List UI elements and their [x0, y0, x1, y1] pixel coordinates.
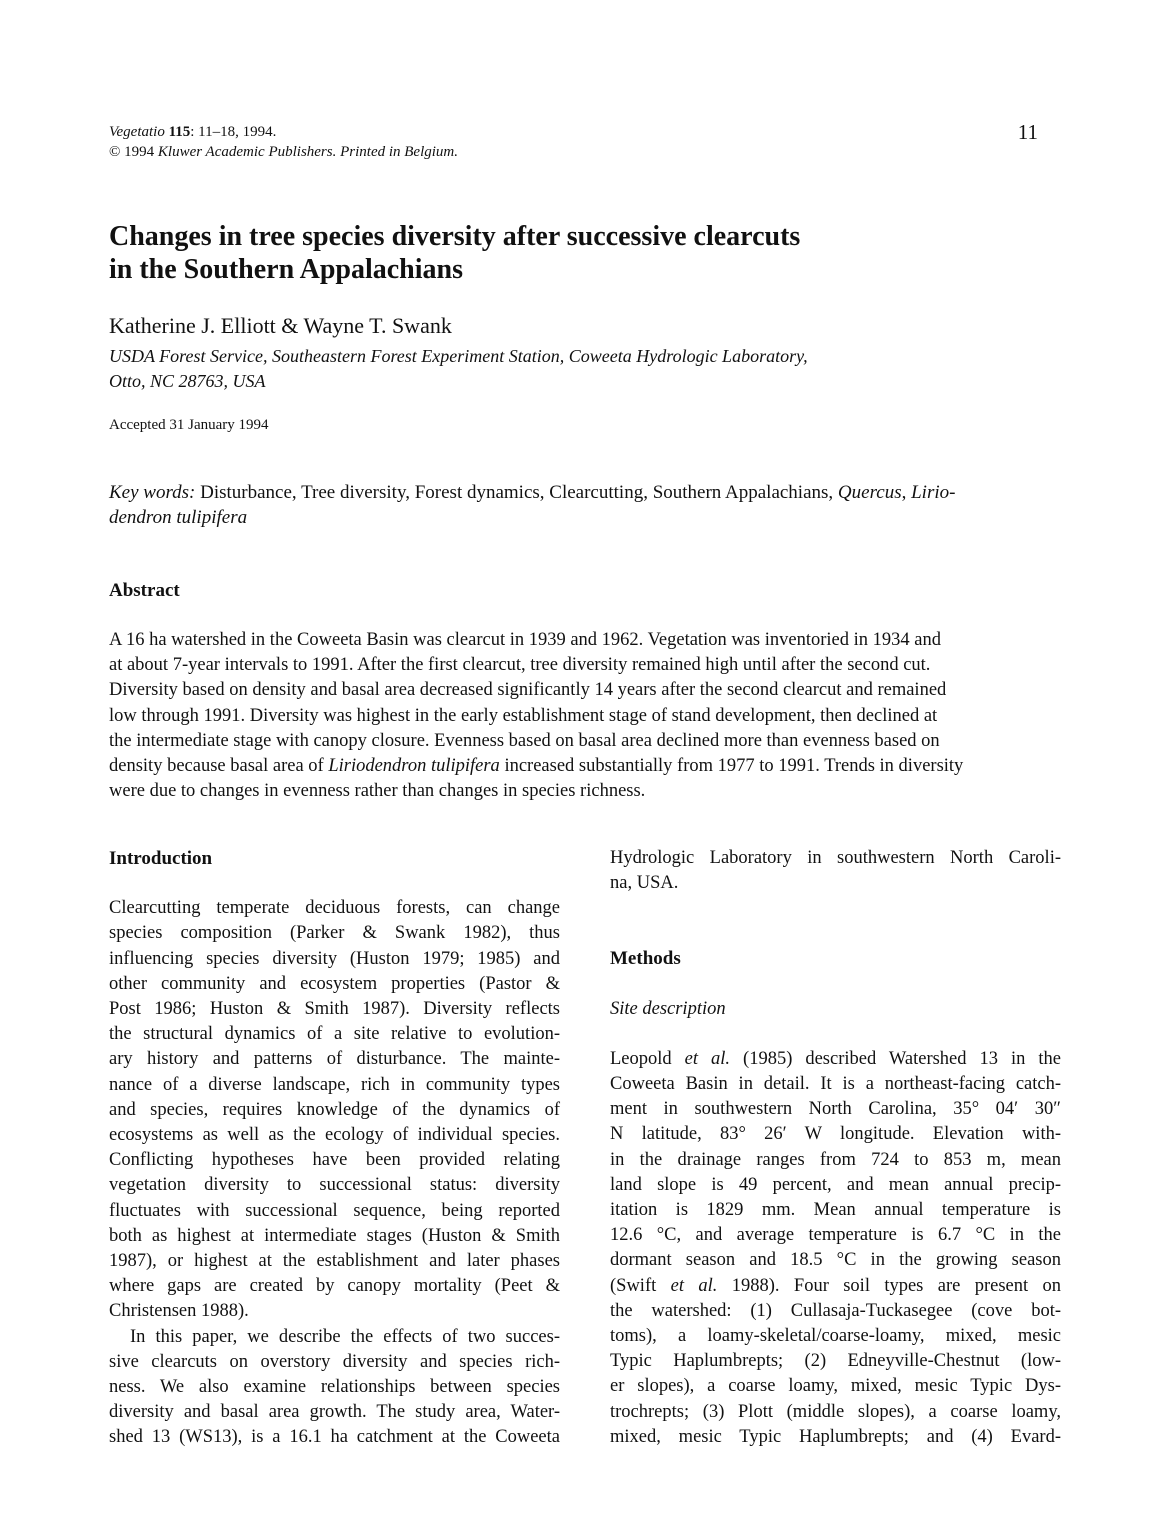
text-line: where gaps are created by canopy mortality (Peet & — [109, 1276, 560, 1297]
text-line: Hydrologic Laboratory in southwestern North Caroli- — [610, 848, 1061, 868]
site-description-heading: Site description — [610, 998, 726, 1019]
text-line: ary history and patterns of disturbance. The mainte- — [109, 1049, 560, 1070]
keywords-separator: , — [901, 482, 912, 503]
text-line — [610, 1274, 1061, 1299]
text-line: Post 1986; Huston & Smith 1987). Diversity reflects — [109, 999, 560, 1020]
text-line: nance of a diverse landscape, rich in community types — [109, 1074, 560, 1095]
introduction-paragraph-2 — [109, 1325, 560, 1451]
text-line: 1987), or highest at the establishment and later phases — [109, 1251, 560, 1272]
keyword-quercus: Quercus — [837, 482, 902, 503]
text-line: N latitude, 83° 26′ W longitude. Elevation with- — [610, 1124, 1061, 1145]
keywords-line-1 — [109, 480, 1039, 505]
author-list: Katherine J. Elliott & Wayne T. Swank — [109, 313, 452, 338]
text-line: dormant season and 18.5 °C in the growing season — [610, 1250, 1061, 1271]
text-line: trochrepts; (3) Plott (middle slopes), a coarse loamy, — [610, 1401, 1061, 1422]
journal-name: Vegetatio — [109, 124, 165, 140]
text-run: (1985) described Watershed 13 in the — [730, 1048, 1061, 1069]
text-line: vegetation diversity to successional status: diversity — [109, 1175, 560, 1196]
citation-et-al: et al. — [670, 1275, 718, 1296]
text-line: sive clearcuts on overstory diversity and species rich- — [109, 1351, 560, 1372]
text-line: 12.6 °C, and average temperature is 6.7 °C in the — [610, 1225, 1061, 1246]
text-run: Leopold — [610, 1048, 685, 1069]
abstract-line: Diversity based on density and basal area decreased significantly 14 years after the second clearcut and remained — [109, 680, 947, 701]
text-line: species composition (Parker & Swank 1982), thus — [109, 923, 560, 944]
text-line: ecosystems as well as the ecology of individual species. — [109, 1125, 560, 1146]
spacer — [610, 896, 1061, 946]
keywords — [109, 480, 1039, 530]
text-line: na, USA. — [610, 873, 679, 894]
page-number: 11 — [1017, 120, 1038, 144]
species-name: Liriodendron tulipifera — [328, 756, 500, 777]
text-line: mixed, mesic Typic Haplumbrepts; and (4) Evard- — [610, 1426, 1061, 1447]
introduction-paragraph-1 — [109, 896, 560, 1324]
text-line: diversity and basal area growth. The study area, Water- — [109, 1402, 560, 1423]
keywords-label: Key words: — [109, 482, 196, 503]
text-line: Coweeta Basin in detail. It is a northeast-facing catch- — [610, 1074, 1061, 1095]
text-line: influencing species diversity (Huston 1979; 1985) and — [109, 948, 560, 969]
copyright-year: 1994 — [120, 144, 158, 160]
abstract-body — [109, 628, 1039, 804]
text-line: the structural dynamics of a site relative to evolution- — [109, 1024, 560, 1045]
text-line: itation is 1829 mm. Mean annual temperature is — [610, 1200, 1061, 1221]
right-column — [610, 846, 1061, 1450]
introduction-continuation — [610, 846, 1061, 896]
text-line: er slopes), a coarse loamy, mixed, mesic Typic Dys- — [610, 1376, 1061, 1397]
text-line: other community and ecosystem properties (Pastor & — [109, 973, 560, 994]
text-line — [610, 1047, 1061, 1072]
text-line: ment in southwestern North Carolina, 35° 04′ 30″ — [610, 1099, 1061, 1120]
abstract-line: were due to changes in evenness rather than changes in species richness. — [109, 781, 646, 802]
abstract-text: density because basal area of — [109, 756, 329, 777]
title-line-1: Changes in tree species diversity after successive clearcuts — [109, 221, 801, 252]
text-line: shed 13 (WS13), is a 16.1 ha catchment at the Coweeta — [109, 1427, 560, 1448]
citation-line — [109, 122, 458, 142]
introduction-heading: Introduction — [109, 848, 213, 869]
left-column — [109, 846, 560, 1451]
text-line: Typic Haplumbrepts; (2) Edneyville-Chestnut (low- — [610, 1351, 1061, 1372]
accepted-date: Accepted 31 January 1994 — [109, 417, 269, 433]
affiliation-line-2: Otto, NC 28763, USA — [109, 371, 266, 391]
text-line: and species, requires knowledge of the dynamics of — [109, 1099, 560, 1120]
copyright-line — [109, 142, 458, 162]
abstract-line: the intermediate stage with canopy closure. Evenness based on basal area declined more than evenness based on — [109, 730, 940, 751]
copyright-symbol: © — [109, 144, 121, 160]
text-line: Clearcutting temperate deciduous forests, can change — [109, 898, 560, 919]
citation-et-al: et al. — [684, 1048, 731, 1069]
text-line: Conflicting hypotheses have been provided relating — [109, 1150, 560, 1171]
text-line: toms), a loamy-skeletal/coarse-loamy, mixed, mesic — [610, 1326, 1061, 1347]
affiliation-line-1: USDA Forest Service, Southeastern Forest Experiment Station, Coweeta Hydrologic Laboratory, — [109, 346, 808, 366]
text-line: In this paper, we describe the effects of two succes- — [130, 1326, 560, 1347]
text-line: land slope is 49 percent, and mean annual precip- — [610, 1174, 1061, 1195]
keywords-text: Disturbance, Tree diversity, Forest dynamics, Clearcutting, Southern Appalachians, — [195, 482, 838, 503]
text-line: Christensen 1988). — [109, 1301, 249, 1322]
text-line: the watershed: (1) Cullasaja-Tuckasegee (cove bot- — [610, 1300, 1061, 1321]
text-line: in the drainage ranges from 724 to 853 m, mean — [610, 1149, 1061, 1170]
abstract-line — [109, 754, 1039, 779]
abstract-line: low through 1991. Diversity was highest in the early establishment stage of stand development, then declined at — [109, 705, 938, 726]
keyword-liriodendron-part1: Lirio- — [911, 482, 956, 503]
publisher-text: Kluwer Academic Publishers. Printed in Belgium. — [157, 144, 459, 160]
abstract-heading: Abstract — [109, 580, 180, 601]
journal-pages: : 11–18, 1994. — [190, 124, 277, 140]
text-line: both as highest at intermediate stages (Huston & Smith — [109, 1225, 560, 1246]
journal-volume: 115 — [168, 124, 191, 140]
abstract-line: A 16 ha watershed in the Coweeta Basin was clearcut in 1939 and 1962. Vegetation was inventoried in 1934 and — [109, 630, 941, 650]
title-line-2: in the Southern Appalachians — [109, 254, 463, 285]
keywords-line-2: dendron tulipifera — [109, 507, 248, 528]
methods-heading: Methods — [610, 948, 681, 970]
text-line: fluctuates with successional sequence, being reported — [109, 1200, 560, 1221]
text-run: 1988). Four soil types are present on — [717, 1275, 1061, 1296]
journal-citation — [109, 122, 458, 162]
abstract-text: increased substantially from 1977 to 1991. Trends in diversity — [499, 756, 964, 777]
abstract-line: at about 7-year intervals to 1991. After the first clearcut, tree diversity remained high until after the second cut. — [109, 655, 931, 676]
paper-title — [109, 220, 1009, 286]
text-run: (Swift — [610, 1275, 671, 1296]
affiliation — [109, 344, 1009, 394]
text-line: ness. We also examine relationships between species — [109, 1377, 560, 1398]
site-description-paragraph — [610, 1047, 1061, 1450]
